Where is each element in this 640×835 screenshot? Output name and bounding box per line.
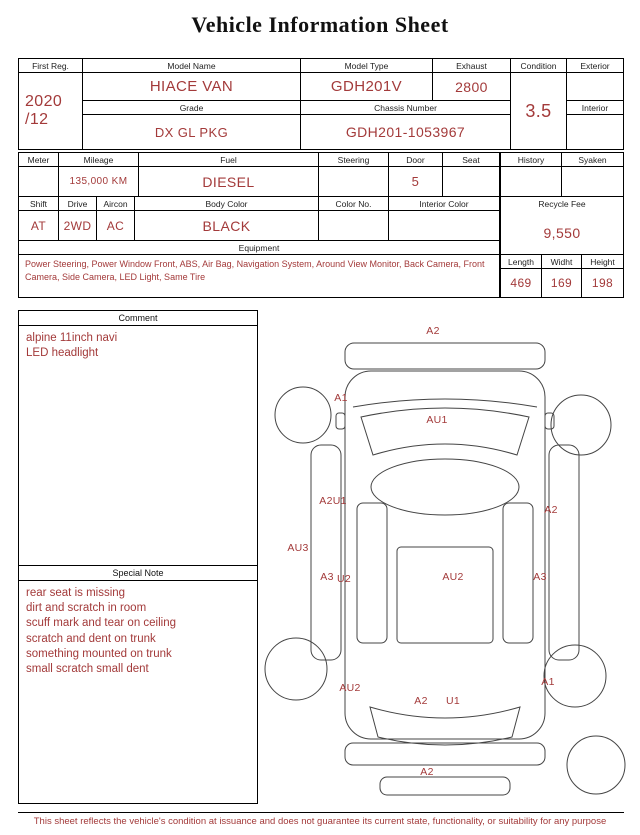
rear-left-wheel bbox=[265, 638, 327, 700]
diagram-marker: A2 bbox=[544, 504, 558, 516]
recycle-fee-header-row bbox=[501, 197, 623, 211]
length-label: Length bbox=[501, 255, 542, 268]
right-door-panel bbox=[503, 503, 533, 643]
diagram-marker: A1 bbox=[541, 676, 555, 688]
exterior-value bbox=[567, 73, 623, 101]
comment-body bbox=[19, 326, 257, 366]
history-header-row bbox=[501, 153, 623, 167]
seat-label: Seat bbox=[462, 154, 480, 165]
syaken-value bbox=[562, 167, 623, 196]
body-color-value: BLACK bbox=[135, 211, 319, 240]
model-name-label: Model Name bbox=[83, 59, 301, 73]
spec-table bbox=[18, 152, 500, 298]
equipment-label: Equipment bbox=[238, 242, 280, 253]
hood-line bbox=[353, 399, 537, 407]
left-mirror bbox=[336, 413, 345, 429]
comment-label: Comment bbox=[19, 311, 257, 326]
footer-divider bbox=[18, 812, 624, 813]
interior-value bbox=[567, 115, 623, 149]
special-note-line: rear seat is missing bbox=[26, 587, 126, 599]
spec-value-row-2 bbox=[19, 211, 499, 241]
chassis-number-value: GDH201-1053967 bbox=[301, 115, 511, 149]
diagram-marker: AU3 bbox=[287, 542, 309, 554]
special-note-line: scratch and dent on trunk bbox=[26, 632, 156, 645]
special-note-box bbox=[18, 565, 258, 804]
spec-header-row-1 bbox=[19, 153, 499, 167]
equipment-header-row bbox=[19, 241, 499, 255]
right-side-panel bbox=[549, 445, 579, 660]
fuel-label: Fuel bbox=[139, 153, 319, 166]
aircon-label: Aircon bbox=[97, 197, 135, 210]
special-note-line: scuff mark and tear on ceiling bbox=[26, 617, 177, 630]
rear-bumper bbox=[345, 743, 545, 765]
aircon-value: AC bbox=[97, 211, 135, 240]
car-body bbox=[345, 371, 545, 739]
model-type-label: Model Type bbox=[301, 59, 433, 73]
history-label: History bbox=[501, 153, 562, 166]
condition-value: 3.5 bbox=[511, 73, 567, 149]
steering-value bbox=[319, 167, 389, 196]
door-value: 5 bbox=[389, 167, 443, 196]
diagram-marker: AU1 bbox=[426, 414, 448, 426]
meter-value bbox=[19, 167, 59, 196]
diagram-marker: A2 bbox=[414, 695, 428, 707]
front-seats bbox=[371, 459, 519, 515]
special-note-label: Special Note bbox=[19, 566, 257, 581]
front-bumper bbox=[345, 343, 545, 369]
diagram-marker: AU2 bbox=[442, 571, 464, 583]
history-recycle-table bbox=[500, 152, 624, 298]
front-right-wheel bbox=[551, 395, 611, 455]
width-value: 169 bbox=[542, 269, 582, 297]
color-no-label: Color No. bbox=[319, 197, 389, 210]
comment-line: alpine 11inch navi bbox=[26, 332, 118, 344]
drive-label: Drive bbox=[59, 197, 97, 210]
special-note-line: something mounted on trunk bbox=[26, 647, 172, 660]
left-side-panel bbox=[311, 445, 341, 660]
exhaust-label: Exhaust bbox=[433, 59, 511, 73]
left-door-panel bbox=[357, 503, 387, 643]
diagram-marker: A2U1 bbox=[319, 495, 347, 507]
shift-value: AT bbox=[19, 211, 59, 240]
cargo-floor bbox=[397, 547, 493, 643]
spec-header-row-2 bbox=[19, 197, 499, 211]
comment-box bbox=[18, 310, 258, 566]
exhaust-value: 2800 bbox=[433, 73, 511, 101]
fuel-value: DIESEL bbox=[139, 167, 319, 196]
recycle-fee-value-row bbox=[501, 211, 623, 255]
diagram-marker: A2 bbox=[420, 766, 434, 778]
special-note-body bbox=[19, 581, 257, 682]
length-value: 469 bbox=[501, 269, 542, 297]
mileage-value: 135,000 KM bbox=[59, 167, 139, 196]
model-name-value: HIACE VAN bbox=[83, 73, 301, 101]
seat-value bbox=[443, 167, 499, 196]
color-no-value bbox=[319, 211, 389, 240]
history-value-row bbox=[501, 167, 623, 197]
equipment-text: Power Steering, Power Window Front, ABS, Air Bag, Navigation System, Around View Monitor, Back Camera, Front Camera, Side Camera, LED Light, Same Tire bbox=[25, 259, 485, 283]
condition-label: Condition bbox=[511, 59, 567, 73]
spare-tire bbox=[567, 736, 625, 794]
exterior-label: Exterior bbox=[567, 59, 623, 73]
mileage-label: Mileage bbox=[59, 153, 139, 166]
car-condition-diagram bbox=[258, 315, 632, 805]
first-reg-month: /12 bbox=[25, 111, 49, 128]
interior-color-value bbox=[389, 211, 499, 240]
diagram-marker: A1 bbox=[334, 392, 348, 404]
syaken-label: Syaken bbox=[578, 154, 607, 165]
height-label: Height bbox=[590, 256, 615, 267]
meter-label: Meter bbox=[19, 153, 59, 166]
car-diagram-svg bbox=[258, 315, 632, 805]
page-title: Vehicle Information Sheet bbox=[191, 12, 449, 37]
diagram-marker: A3 bbox=[533, 571, 547, 583]
model-type-value: GDH201V bbox=[301, 73, 433, 101]
shift-label: Shift bbox=[19, 197, 59, 210]
interior-label: Interior bbox=[567, 101, 623, 115]
dimensions-header-row bbox=[501, 255, 623, 269]
special-note-line: small scratch small dent bbox=[26, 662, 149, 675]
diagram-marker: A2 bbox=[426, 325, 440, 337]
interior-color-label: Interior Color bbox=[419, 198, 469, 209]
comment-line: LED headlight bbox=[26, 347, 99, 360]
first-reg-value bbox=[19, 73, 83, 149]
diagram-marker: A3 bbox=[320, 571, 334, 583]
body-color-label: Body Color bbox=[135, 197, 319, 210]
footer-disclaimer: This sheet reflects the vehicle's condition at issuance and does not guarantee its current state, functionality, or suitability for any purpose bbox=[33, 816, 607, 827]
dimensions-value-row bbox=[501, 269, 623, 297]
front-left-wheel bbox=[275, 387, 331, 443]
steering-label: Steering bbox=[319, 153, 389, 166]
rear-lower-bar bbox=[380, 777, 510, 795]
diagram-marker: U1 bbox=[445, 695, 461, 707]
diagram-marker: AU2 bbox=[339, 682, 361, 694]
spec-value-row-1 bbox=[19, 167, 499, 197]
equipment-value-row bbox=[19, 255, 499, 297]
chassis-number-label: Chassis Number bbox=[301, 101, 511, 115]
diagram-marker: U2 bbox=[336, 573, 352, 585]
first-reg-label: First Reg. bbox=[19, 59, 83, 73]
width-label: Widht bbox=[542, 255, 582, 268]
recycle-fee-label: Recycle Fee bbox=[538, 199, 586, 209]
drive-value: 2WD bbox=[59, 211, 97, 240]
recycle-fee-value: 9,550 bbox=[543, 224, 581, 241]
height-value: 198 bbox=[591, 276, 614, 290]
top-table bbox=[18, 58, 624, 150]
grade-label: Grade bbox=[83, 101, 301, 115]
history-value bbox=[501, 167, 562, 196]
grade-value: DX GL PKG bbox=[83, 115, 301, 149]
first-reg-year: 2020 bbox=[25, 92, 63, 110]
door-label: Door bbox=[389, 153, 443, 166]
special-note-line: dirt and scratch in room bbox=[26, 602, 147, 615]
